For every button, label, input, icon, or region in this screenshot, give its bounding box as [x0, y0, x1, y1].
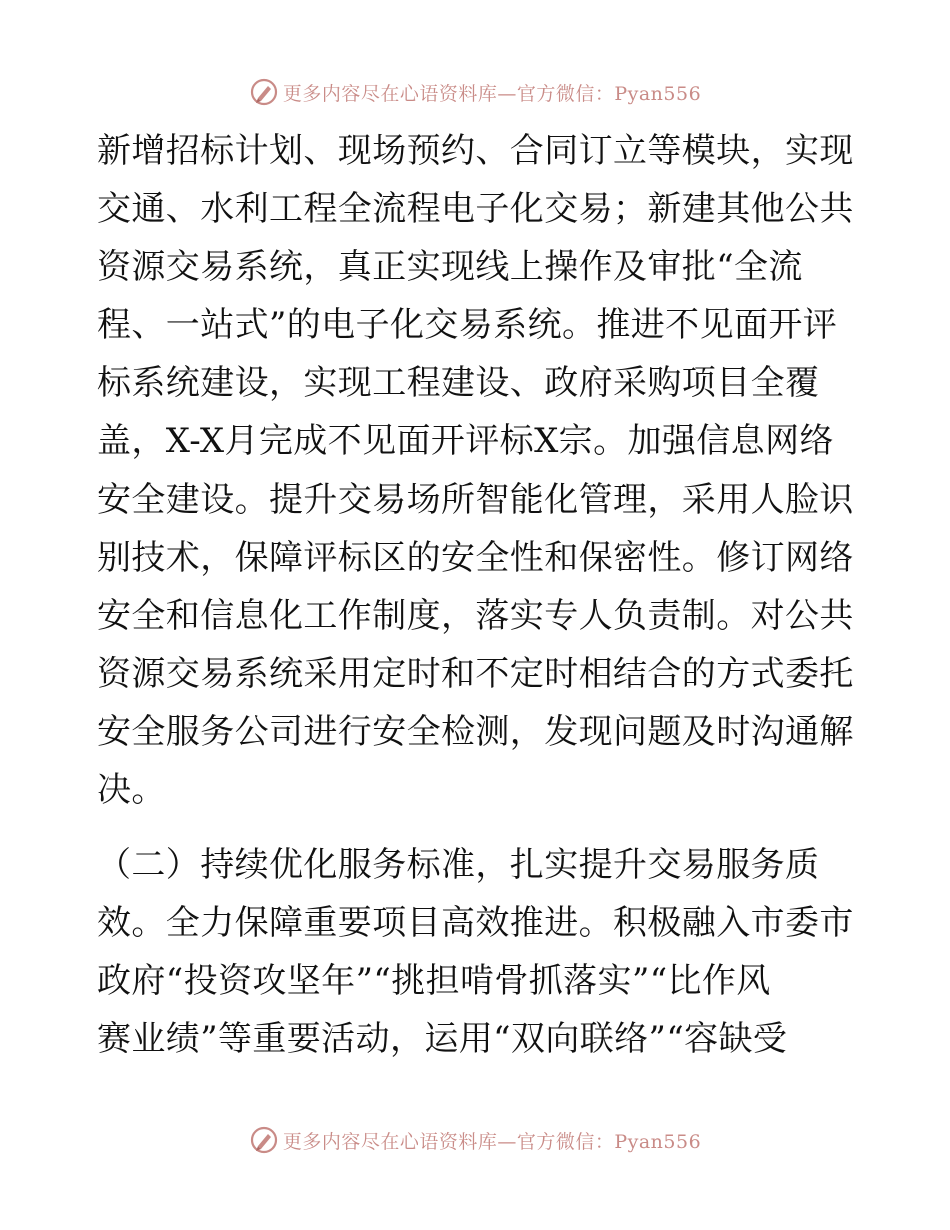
text-line: 程、一站式”的电子化交易系统。推进不见面开评: [97, 305, 838, 346]
text-line: 效。全力保障重要项目高效推进。积极融入市委市: [97, 903, 854, 944]
watermark-header: [0, 72, 950, 112]
text-line: 安全服务公司进行安全检测，发现问题及时沟通解: [97, 711, 854, 752]
watermark-text: 更多内容尽在心语资料库—官方微信：Pyan556: [282, 1130, 702, 1153]
text-line: 别技术，保障评标区的安全性和保密性。修订网络: [97, 537, 854, 578]
document-body: [97, 122, 857, 1069]
text-line: 政府“投资攻坚年”“挑担啃骨抓落实”“比作风: [97, 961, 771, 1002]
text-line: 资源交易系统采用定时和不定时相结合的方式委托: [97, 653, 854, 694]
watermark-text: 更多内容尽在心语资料库—官方微信：Pyan556: [282, 82, 702, 105]
text-line: 安全建设。提升交易场所智能化管理，采用人脸识: [97, 479, 854, 520]
text-line: 赛业绩”等重要活动，运用“双向联络”“容缺受: [97, 1019, 788, 1060]
text-line: 决。: [97, 770, 166, 811]
pen-logo-icon: [249, 1125, 279, 1155]
text-line: 盖，X-X月完成不见面开评标X宗。加强信息网络: [97, 421, 834, 462]
text-line: 标系统建设，实现工程建设、政府采购项目全覆: [97, 363, 820, 404]
text-line: 安全和信息化工作制度，落实专人负责制。对公共: [97, 595, 854, 636]
text-line: 交通、水利工程全流程电子化交易；新建其他公共: [97, 189, 854, 230]
text-line: 资源交易系统，真正实现线上操作及审批“全流: [97, 247, 803, 288]
section-heading-line: （二）持续优化服务标准，扎实提升交易服务质: [97, 845, 820, 886]
paragraph-gap: [97, 819, 857, 836]
watermark-footer: [0, 1120, 950, 1160]
text-line: 新增招标计划、现场预约、合同订立等模块，实现: [97, 131, 854, 171]
pen-logo-icon: [249, 77, 279, 107]
